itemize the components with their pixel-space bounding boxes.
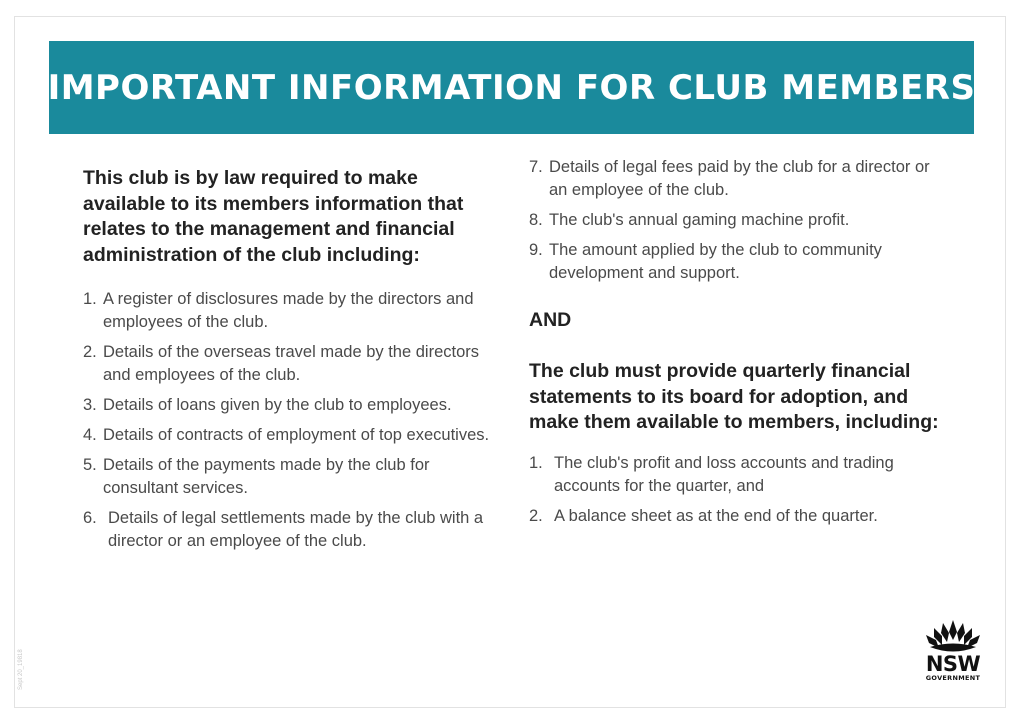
list-item [83, 288, 493, 334]
item-text: Details of legal settlements made by the club with a director or an employee of the club. [108, 509, 484, 550]
list-item [529, 239, 949, 285]
print-code: Sept 20_19818 [18, 649, 24, 690]
item-text: Details of legal fees paid by the club for a director or an employee of the club. [549, 158, 930, 199]
list-item [83, 424, 493, 447]
item-text: Details of loans given by the club to employees. [103, 396, 452, 414]
waratah-icon [922, 618, 984, 654]
item-number: 1. [529, 453, 543, 472]
item-text: A register of disclosures made by the directors and employees of the club. [103, 290, 474, 331]
list-item [529, 505, 949, 528]
item-number: 6. [83, 509, 97, 527]
item-text: The club's profit and loss accounts and trading accounts for the quarter, and [554, 453, 894, 495]
item-number: 2. [529, 506, 543, 525]
item-text: A balance sheet as at the end of the quarter. [554, 506, 878, 525]
item-text: Details of the overseas travel made by the directors and employees of the club. [103, 343, 480, 384]
list-item [529, 209, 949, 232]
item-number: 3. [83, 396, 97, 414]
item-number: 4. [83, 426, 97, 444]
title-banner [49, 41, 974, 134]
right-column [529, 158, 949, 535]
list-item [83, 454, 493, 500]
list-item [83, 394, 493, 417]
item-text: The club's annual gaming machine profit. [549, 211, 850, 229]
left-intro: This club is by law required to make available to its members information that relates to the management and financial administration of the club including: [83, 167, 464, 266]
item-number: 5. [83, 456, 97, 474]
information-list [83, 288, 493, 553]
item-number: 7. [529, 158, 543, 176]
right-intro: The club must provide quarterly financial statements to its board for adoption, and make them available to members, including: [529, 360, 939, 433]
item-number: 1. [83, 290, 97, 308]
logo-subtitle: GOVERNMENT [925, 674, 981, 682]
item-number: 9. [529, 241, 543, 259]
statements-list [529, 452, 949, 528]
logo-wordmark: NSW [925, 652, 981, 676]
item-text: Details of contracts of employment of top executives. [103, 426, 490, 444]
item-text: Details of the payments made by the club for consultant services. [103, 456, 430, 497]
page-title: IMPORTANT INFORMATION FOR CLUB MEMBERS [47, 67, 976, 108]
list-item [529, 452, 949, 498]
left-column [83, 166, 493, 560]
list-item [83, 507, 493, 553]
nsw-government-logo [918, 618, 988, 690]
item-number: 8. [529, 211, 543, 229]
information-list-continued [529, 156, 949, 285]
item-number: 2. [83, 343, 97, 361]
list-item [83, 341, 493, 387]
item-text: The amount applied by the club to community development and support. [549, 241, 882, 282]
and-heading: AND [529, 309, 572, 331]
list-item [529, 156, 949, 202]
